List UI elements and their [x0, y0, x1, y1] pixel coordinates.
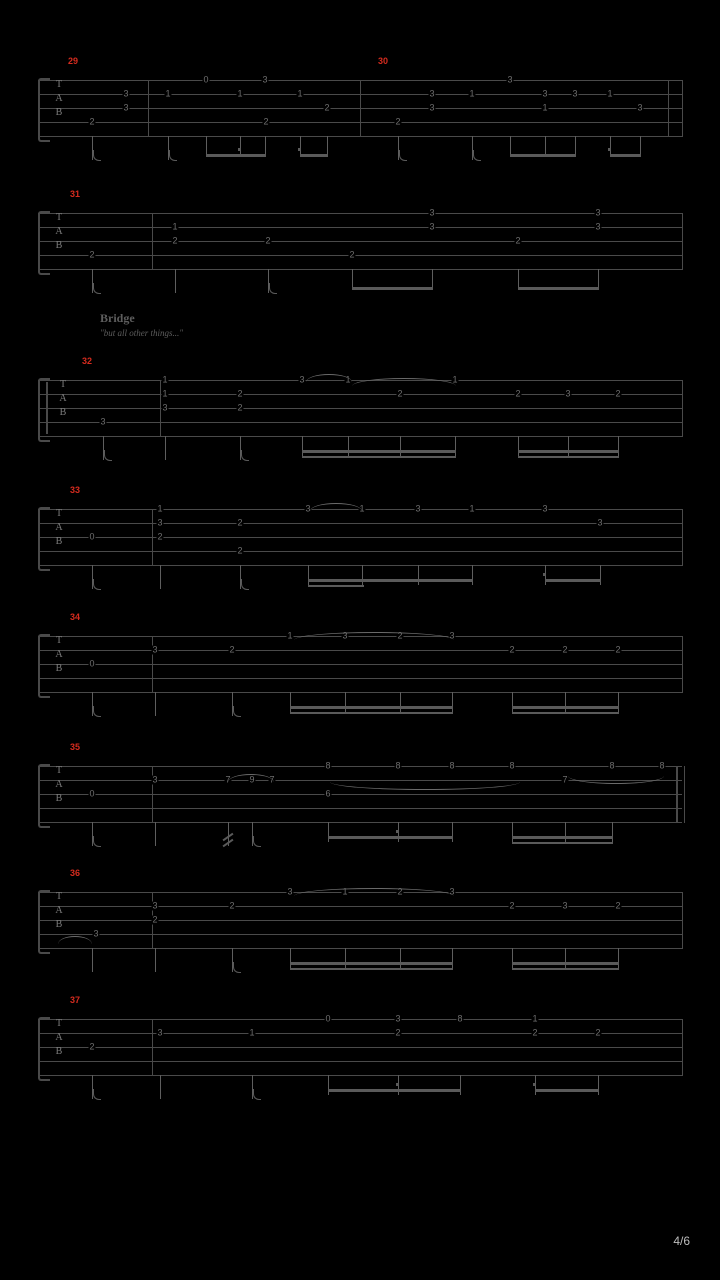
tab-letter-a: A [55, 649, 63, 660]
note-flag [93, 836, 101, 847]
note-flag [104, 450, 112, 461]
tab-note: 2 [237, 545, 243, 556]
tab-note: 3 [565, 388, 571, 399]
note-beam [352, 287, 433, 290]
tab-note: 1 [469, 88, 475, 99]
tab-note: 8 [509, 760, 515, 771]
note-stem [575, 136, 576, 156]
note-flag [241, 579, 249, 590]
note-beam [290, 962, 453, 965]
staff-bracket [38, 211, 50, 275]
note-beam [610, 154, 641, 157]
note-stem [362, 565, 363, 585]
tab-note: 2 [515, 388, 521, 399]
tab-note: 8 [395, 760, 401, 771]
system-2 [0, 189, 720, 293]
tab-letter-t: T [55, 635, 63, 646]
tab-letter-b: B [55, 919, 63, 930]
tab-note: 8 [457, 1013, 463, 1024]
note-beam [302, 450, 456, 453]
note-stem [155, 822, 156, 846]
note-stem [348, 436, 349, 456]
tab-note: 3 [542, 503, 548, 514]
beam-dot [396, 1083, 399, 1086]
tab-clef [52, 1017, 66, 1059]
note-beam [518, 456, 619, 458]
note-stem [600, 565, 601, 585]
page-number: 4/6 [673, 1234, 690, 1248]
note-stem [308, 565, 309, 585]
note-stem [160, 1075, 161, 1099]
tab-letter-b: B [59, 407, 67, 418]
note-stem [300, 136, 301, 156]
note-stem [155, 948, 156, 972]
tab-letter-t: T [55, 79, 63, 90]
tab-note: 1 [342, 886, 348, 897]
tab-note: 2 [237, 388, 243, 399]
tab-note: 2 [89, 1041, 95, 1052]
tab-letter-t: T [55, 1018, 63, 1029]
note-stem [518, 269, 519, 289]
measure-number: 34 [70, 612, 81, 622]
section-lyric: "but all other things..." [100, 328, 184, 338]
note-flag [253, 1089, 261, 1100]
tab-letter-a: A [55, 1032, 63, 1043]
tab-note: 1 [165, 88, 171, 99]
tab-note: 2 [229, 900, 235, 911]
beam-dot [608, 148, 611, 151]
tab-note: 2 [615, 900, 621, 911]
system-5 [0, 612, 720, 722]
note-stem [618, 692, 619, 712]
note-stem [290, 692, 291, 712]
beam-dot [543, 573, 546, 576]
note-stem [165, 436, 166, 460]
tab-note: 1 [532, 1013, 538, 1024]
measure-number: 33 [70, 485, 81, 495]
tab-note: 2 [397, 630, 403, 641]
note-beam [308, 579, 473, 582]
beam-dot [298, 148, 301, 151]
tab-letter-b: B [55, 107, 63, 118]
tab-note: 1 [452, 374, 458, 385]
tab-note: 1 [162, 374, 168, 385]
note-flag [269, 283, 277, 294]
measure-number: 35 [70, 742, 81, 752]
tab-note: 2 [89, 116, 95, 127]
note-beam [290, 712, 453, 714]
note-flag [93, 579, 101, 590]
tab-clef [52, 890, 66, 932]
note-flag [253, 836, 261, 847]
tab-note: 2 [265, 235, 271, 246]
slur [228, 774, 274, 782]
tab-letter-t: T [59, 379, 67, 390]
note-flag [233, 962, 241, 973]
note-stem [512, 948, 513, 968]
note-beam [512, 842, 613, 844]
tab-note: 2 [172, 235, 178, 246]
slur [568, 776, 664, 784]
tab-note: 1 [162, 388, 168, 399]
tab-note: 3 [152, 644, 158, 655]
tab-note: 8 [659, 760, 665, 771]
note-stem [400, 692, 401, 712]
tab-note: 7 [269, 774, 275, 785]
tab-note: 3 [595, 221, 601, 232]
tab-note: 3 [542, 88, 548, 99]
note-stem [472, 565, 473, 585]
note-stem [618, 436, 619, 456]
note-stem [640, 136, 641, 156]
tab-staff [38, 1013, 682, 1075]
note-stem [545, 136, 546, 156]
slur [294, 632, 454, 640]
tab-note: 2 [152, 914, 158, 925]
note-beam [300, 154, 328, 157]
tab-note: 1 [237, 88, 243, 99]
note-stem [565, 692, 566, 712]
note-beam [206, 154, 266, 157]
tab-note: 2 [532, 1027, 538, 1038]
tab-staff [38, 503, 682, 565]
system-7 [0, 868, 720, 978]
tab-note: 3 [429, 102, 435, 113]
tab-clef [52, 764, 66, 806]
system-3 [0, 356, 720, 468]
tab-note: 0 [89, 788, 95, 799]
tab-letter-b: B [55, 536, 63, 547]
note-flag [93, 1089, 101, 1100]
note-stem [512, 822, 513, 842]
tab-note: 3 [100, 416, 106, 427]
note-stem [175, 269, 176, 293]
tab-letter-t: T [55, 508, 63, 519]
tab-note: 1 [359, 503, 365, 514]
note-stem [160, 565, 161, 589]
note-beam [290, 968, 453, 970]
tab-letter-a: A [59, 393, 67, 404]
staff-bracket [38, 890, 50, 954]
tab-note: 2 [263, 116, 269, 127]
measure-number: 29 [68, 56, 79, 66]
tab-staff [38, 374, 682, 436]
note-stem [432, 269, 433, 289]
tab-note: 8 [325, 760, 331, 771]
tab-note: 0 [325, 1013, 331, 1024]
tab-note: 3 [152, 900, 158, 911]
tab-clef [52, 211, 66, 253]
tab-letter-a: A [55, 779, 63, 790]
tab-note: 3 [299, 374, 305, 385]
tab-letter-a: A [55, 226, 63, 237]
tab-letter-a: A [55, 905, 63, 916]
note-stem [598, 269, 599, 289]
tab-note: 3 [123, 102, 129, 113]
tab-note: 1 [469, 503, 475, 514]
tab-note: 3 [157, 517, 163, 528]
tab-note: 2 [509, 900, 515, 911]
note-flag [241, 450, 249, 461]
tab-note: 2 [562, 644, 568, 655]
tab-note: 2 [237, 402, 243, 413]
tab-note: 3 [287, 886, 293, 897]
tab-note: 1 [607, 88, 613, 99]
tab-note: 2 [395, 1027, 401, 1038]
tab-note: 1 [297, 88, 303, 99]
staff-bracket [38, 764, 50, 828]
note-beam [512, 962, 619, 965]
tab-note: 8 [609, 760, 615, 771]
beam-dot [396, 830, 399, 833]
tab-letter-a: A [55, 93, 63, 104]
note-stem [240, 136, 241, 156]
note-stem [565, 822, 566, 842]
note-flag [93, 283, 101, 294]
tab-note: 3 [637, 102, 643, 113]
note-stem [510, 136, 511, 156]
tab-note: 3 [162, 402, 168, 413]
measure-number: 32 [82, 356, 93, 366]
beam-dot [533, 1083, 536, 1086]
note-stem [455, 436, 456, 456]
tab-letter-b: B [55, 793, 63, 804]
tab-note: 2 [349, 249, 355, 260]
note-stem [618, 948, 619, 968]
tab-note: 3 [449, 630, 455, 641]
system-8 [0, 995, 720, 1105]
note-beam [512, 712, 619, 714]
tab-note: 2 [324, 102, 330, 113]
tab-note: 3 [123, 88, 129, 99]
measure-number: 30 [378, 56, 389, 66]
tab-note: 1 [157, 503, 163, 514]
note-stem [155, 692, 156, 716]
tab-letter-b: B [55, 240, 63, 251]
note-stem [598, 1075, 599, 1095]
note-stem [400, 948, 401, 968]
tab-letter-b: B [55, 1046, 63, 1057]
note-stem [452, 948, 453, 968]
measure-number: 31 [70, 189, 81, 199]
note-stem [328, 1075, 329, 1095]
note-beam [512, 706, 619, 709]
staff-bracket [38, 507, 50, 571]
tab-note: 2 [89, 249, 95, 260]
note-flag [169, 150, 177, 161]
tab-note: 7 [562, 774, 568, 785]
note-stem [452, 822, 453, 842]
note-stem [206, 136, 207, 156]
tab-note: 0 [89, 658, 95, 669]
tab-clef [52, 507, 66, 549]
note-stem [512, 692, 513, 712]
note-flag [233, 706, 241, 717]
note-beam [290, 706, 453, 709]
tab-note: 3 [342, 630, 348, 641]
note-stem [345, 692, 346, 712]
tab-note: 3 [597, 517, 603, 528]
note-beam [518, 287, 599, 290]
note-stem [418, 565, 419, 585]
tab-note: 2 [615, 388, 621, 399]
note-beam [512, 836, 613, 839]
staff-bracket [38, 1017, 50, 1081]
note-flag [473, 150, 481, 161]
note-beam [535, 1089, 599, 1092]
tab-note: 2 [237, 517, 243, 528]
note-stem [345, 948, 346, 968]
note-stem [610, 136, 611, 156]
slur [330, 782, 520, 790]
tab-note: 1 [172, 221, 178, 232]
tab-clef [52, 78, 66, 120]
note-stem [290, 948, 291, 968]
note-beam [328, 836, 453, 839]
tab-note: 3 [429, 88, 435, 99]
tab-note: 0 [89, 531, 95, 542]
staff-bracket [38, 634, 50, 698]
tab-note: 3 [572, 88, 578, 99]
tab-note: 3 [93, 928, 99, 939]
tab-staff [38, 74, 682, 136]
note-beam [518, 450, 619, 453]
tab-note: 2 [595, 1027, 601, 1038]
note-stem [452, 692, 453, 712]
tab-note: 2 [395, 116, 401, 127]
note-stem [565, 948, 566, 968]
tab-note: 3 [595, 207, 601, 218]
measure-number: 37 [70, 995, 81, 1005]
tab-letter-t: T [55, 891, 63, 902]
note-stem [92, 948, 93, 972]
system-4 [0, 485, 720, 595]
note-beam [328, 1089, 461, 1092]
tab-staff [38, 760, 682, 822]
tab-letter-a: A [55, 522, 63, 533]
tab-letter-t: T [55, 212, 63, 223]
tab-note: 2 [397, 886, 403, 897]
note-flag [93, 150, 101, 161]
system-6 [0, 742, 720, 852]
note-stem [518, 436, 519, 456]
measure-number: 36 [70, 868, 81, 878]
note-stem [612, 822, 613, 842]
tab-note: 2 [615, 644, 621, 655]
tab-note: 3 [152, 774, 158, 785]
tab-staff [38, 886, 682, 948]
note-beam [308, 585, 364, 587]
tab-staff [38, 630, 682, 692]
section-title: Bridge [100, 311, 135, 325]
note-beam [510, 154, 576, 157]
tab-note: 3 [507, 74, 513, 85]
note-beam [545, 579, 601, 582]
note-flag [93, 706, 101, 717]
tab-letter-b: B [55, 663, 63, 674]
tab-note: 2 [515, 235, 521, 246]
repeat-bracket [46, 382, 52, 434]
tab-note: 8 [449, 760, 455, 771]
slur [310, 503, 362, 511]
tab-note: 2 [157, 531, 163, 542]
tab-note: 3 [449, 886, 455, 897]
tab-note: 3 [429, 221, 435, 232]
note-beam [302, 456, 456, 458]
tab-note: 1 [345, 374, 351, 385]
note-stem [327, 136, 328, 156]
tab-note: 1 [249, 1027, 255, 1038]
tab-note: 9 [249, 774, 255, 785]
note-stem [328, 822, 329, 842]
tab-note: 2 [397, 388, 403, 399]
tab-note: 3 [305, 503, 311, 514]
tab-note: 3 [429, 207, 435, 218]
tab-letter-t: T [55, 765, 63, 776]
note-stem [568, 436, 569, 456]
note-stem [302, 436, 303, 456]
tab-note: 3 [415, 503, 421, 514]
tab-note: 2 [509, 644, 515, 655]
tab-note: 3 [562, 900, 568, 911]
note-beam [512, 968, 619, 970]
tab-clef [56, 378, 70, 420]
tab-note: 3 [395, 1013, 401, 1024]
staff-bracket [38, 78, 50, 142]
note-stem [265, 136, 266, 156]
beam-dot [238, 148, 241, 151]
tab-note: 6 [325, 788, 331, 799]
note-flag [399, 150, 407, 161]
system-1 [0, 56, 720, 165]
tab-note: 1 [542, 102, 548, 113]
tab-clef [52, 634, 66, 676]
note-stem [400, 436, 401, 456]
tab-staff [38, 207, 682, 269]
tab-note: 2 [229, 644, 235, 655]
tab-note: 7 [225, 774, 231, 785]
note-stem [352, 269, 353, 289]
tab-note: 1 [287, 630, 293, 641]
tab-note: 0 [203, 74, 209, 85]
note-stem [460, 1075, 461, 1095]
tab-note: 3 [262, 74, 268, 85]
tab-note: 3 [157, 1027, 163, 1038]
slur [294, 888, 454, 896]
